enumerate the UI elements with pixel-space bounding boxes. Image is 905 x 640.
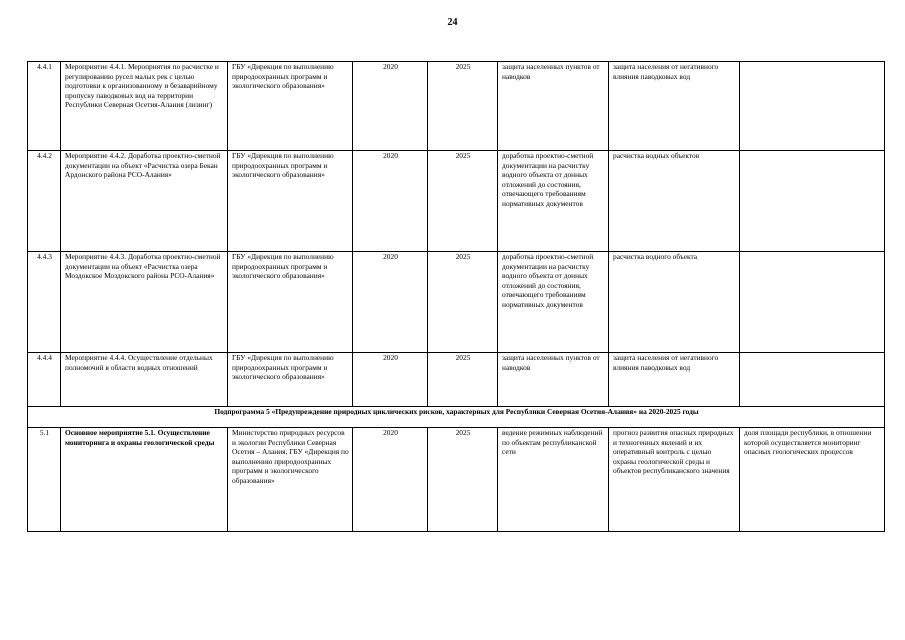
subprogram-title: Подпрограмма 5 «Предупреждение природных циклических рисков, характерных для Республики Северная Осетия-Алания» на 2020-2025 годы: [28, 407, 885, 428]
subprogram-row: [28, 407, 885, 428]
table-row: [28, 252, 885, 353]
indicator-link: доля площади республики, в отношении которой осуществляется мониторинг опасных геологических процессов: [740, 428, 885, 532]
row-number: 4.4.3: [28, 252, 61, 353]
consequences: защита населения от негативного влияния паводковых вод: [609, 62, 740, 151]
row-number: 5.1: [28, 428, 61, 532]
event-name: Мероприятие 4.4.2. Доработка проектно-сметной документации на объект «Расчистка озера Бекан Ардонского района РСО-Алания»: [61, 151, 228, 252]
event-name: Мероприятие 4.4.1. Мероприятия по расчистке и регулированию русел малых рек с целью подготовки к организованному и безаварийному пропуску паводковых вод на территории Республики Северная Осетия-Алания (лизинг): [61, 62, 228, 151]
expected-result: защита населенных пунктов от наводков: [498, 62, 609, 151]
end-year: 2025: [428, 252, 498, 353]
start-year: 2020: [353, 252, 428, 353]
event-name: Мероприятие 4.4.4. Осуществление отдельных полномочий в области водных отношений: [61, 353, 228, 407]
table-row: [28, 62, 885, 151]
consequences: защита населения от негативного влияния паводковых вод: [609, 353, 740, 407]
expected-result: защита населенных пунктов от наводков: [498, 353, 609, 407]
event-name: Мероприятие 4.4.3. Доработка проектно-сметной документации на объект «Расчистка озера Моздокское Моздокского района РСО-Алания»: [61, 252, 228, 353]
start-year: 2020: [353, 151, 428, 252]
table-row: [28, 151, 885, 252]
table-row: [28, 353, 885, 407]
consequences: прогноз развития опасных природных и техногенных явлений и их оперативный контроль с целью охраны геологической среды и объектов республиканского значения: [609, 428, 740, 532]
table-row: [28, 428, 885, 532]
expected-result: доработка проектно-сметной документации на расчистку водного объекта от донных отложений до состояния, отвечающего требованиям нормативных документов: [498, 252, 609, 353]
start-year: 2020: [353, 428, 428, 532]
indicator-link: [740, 151, 885, 252]
executor: ГБУ «Дирекция по выполнению природоохранных программ и экологического образования»: [228, 353, 353, 407]
executor: ГБУ «Дирекция по выполнению природоохранных программ и экологического образования»: [228, 151, 353, 252]
indicator-link: [740, 252, 885, 353]
start-year: 2020: [353, 353, 428, 407]
start-year: 2020: [353, 62, 428, 151]
program-events-table: [27, 61, 885, 532]
row-number: 4.4.2: [28, 151, 61, 252]
executor: Министерство природных ресурсов и экологии Республики Северная Осетия – Алания, ГБУ «Дирекция по выполнению природоохранных программ и экологического образования»: [228, 428, 353, 532]
page-number: 24: [447, 17, 458, 28]
expected-result: доработка проектно-сметной документации на расчистку водного объекта от донных отложений до состояния, отвечающего требованиям нормативных документов: [498, 151, 609, 252]
end-year: 2025: [428, 428, 498, 532]
row-number: 4.4.4: [28, 353, 61, 407]
expected-result: ведение режимных наблюдений по объектам республиканской сети: [498, 428, 609, 532]
event-name: Основное мероприятие 5.1. Осуществление мониторинга и охраны геологической среды: [61, 428, 228, 532]
end-year: 2025: [428, 151, 498, 252]
executor: ГБУ «Дирекция по выполнению природоохранных программ и экологического образования»: [228, 62, 353, 151]
end-year: 2025: [428, 353, 498, 407]
consequences: расчистка водных объектов: [609, 151, 740, 252]
row-number: 4.4.1: [28, 62, 61, 151]
consequences: расчистка водного объекта: [609, 252, 740, 353]
indicator-link: [740, 62, 885, 151]
executor: ГБУ «Дирекция по выполнению природоохранных программ и экологического образования»: [228, 252, 353, 353]
indicator-link: [740, 353, 885, 407]
end-year: 2025: [428, 62, 498, 151]
